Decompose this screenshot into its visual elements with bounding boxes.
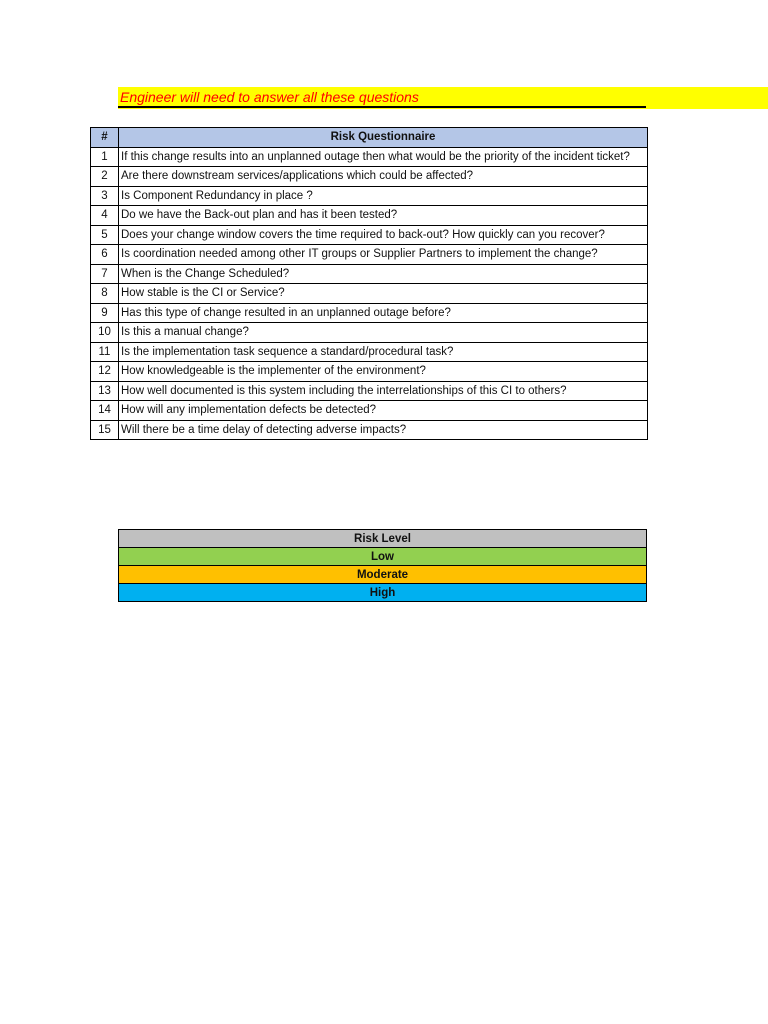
question-number: 6: [91, 245, 119, 265]
instruction-text: Engineer will need to answer all these questions: [118, 87, 646, 108]
table-row: [91, 206, 648, 226]
question-text: How stable is the CI or Service?: [119, 284, 648, 304]
question-text: Has this type of change resulted in an unplanned outage before?: [119, 303, 648, 323]
risk-level-row: [119, 566, 647, 584]
question-number: 11: [91, 342, 119, 362]
question-text: How well documented is this system including the interrelationships of this CI to others?: [119, 381, 648, 401]
question-number: 12: [91, 362, 119, 382]
table-row: [91, 225, 648, 245]
question-number: 1: [91, 147, 119, 167]
table-row: [91, 420, 648, 440]
question-number: 13: [91, 381, 119, 401]
question-text: How will any implementation defects be detected?: [119, 401, 648, 421]
table-row: [91, 381, 648, 401]
question-number: 14: [91, 401, 119, 421]
table-row: [91, 245, 648, 265]
table-row: [91, 362, 648, 382]
risk-level-header-row: [119, 530, 647, 548]
table-row: [91, 401, 648, 421]
risk-level-row: [119, 584, 647, 602]
table-row: [91, 323, 648, 343]
question-number: 5: [91, 225, 119, 245]
question-number: 9: [91, 303, 119, 323]
question-text: If this change results into an unplanned outage then what would be the priority of the incident ticket?: [119, 147, 648, 167]
table-row: [91, 303, 648, 323]
question-text: Are there downstream services/applications which could be affected?: [119, 167, 648, 187]
question-text: Does your change window covers the time required to back-out? How quickly can you recover?: [119, 225, 648, 245]
question-number: 2: [91, 167, 119, 187]
risk-level-table: [118, 529, 647, 602]
question-number: 10: [91, 323, 119, 343]
question-number: 4: [91, 206, 119, 226]
risk-level-row: [119, 548, 647, 566]
column-header-number: #: [91, 128, 119, 148]
question-text: How knowledgeable is the implementer of the environment?: [119, 362, 648, 382]
risk-level-high: High: [119, 584, 647, 602]
question-number: 8: [91, 284, 119, 304]
risk-questionnaire-table: [90, 127, 648, 440]
table-header-row: [91, 128, 648, 148]
table-row: [91, 167, 648, 187]
question-text: Is this a manual change?: [119, 323, 648, 343]
risk-level-low: Low: [119, 548, 647, 566]
question-text: Is Component Redundancy in place ?: [119, 186, 648, 206]
question-number: 7: [91, 264, 119, 284]
instruction-banner: [118, 87, 768, 109]
table-row: [91, 186, 648, 206]
question-text: When is the Change Scheduled?: [119, 264, 648, 284]
question-text: Is the implementation task sequence a standard/procedural task?: [119, 342, 648, 362]
table-row: [91, 284, 648, 304]
risk-level-moderate: Moderate: [119, 566, 647, 584]
question-number: 15: [91, 420, 119, 440]
table-row: [91, 264, 648, 284]
table-row: [91, 147, 648, 167]
risk-level-header: Risk Level: [119, 530, 647, 548]
question-text: Do we have the Back-out plan and has it been tested?: [119, 206, 648, 226]
question-text: Is coordination needed among other IT groups or Supplier Partners to implement the change?: [119, 245, 648, 265]
column-header-questionnaire: Risk Questionnaire: [119, 128, 648, 148]
question-number: 3: [91, 186, 119, 206]
table-row: [91, 342, 648, 362]
question-text: Will there be a time delay of detecting adverse impacts?: [119, 420, 648, 440]
